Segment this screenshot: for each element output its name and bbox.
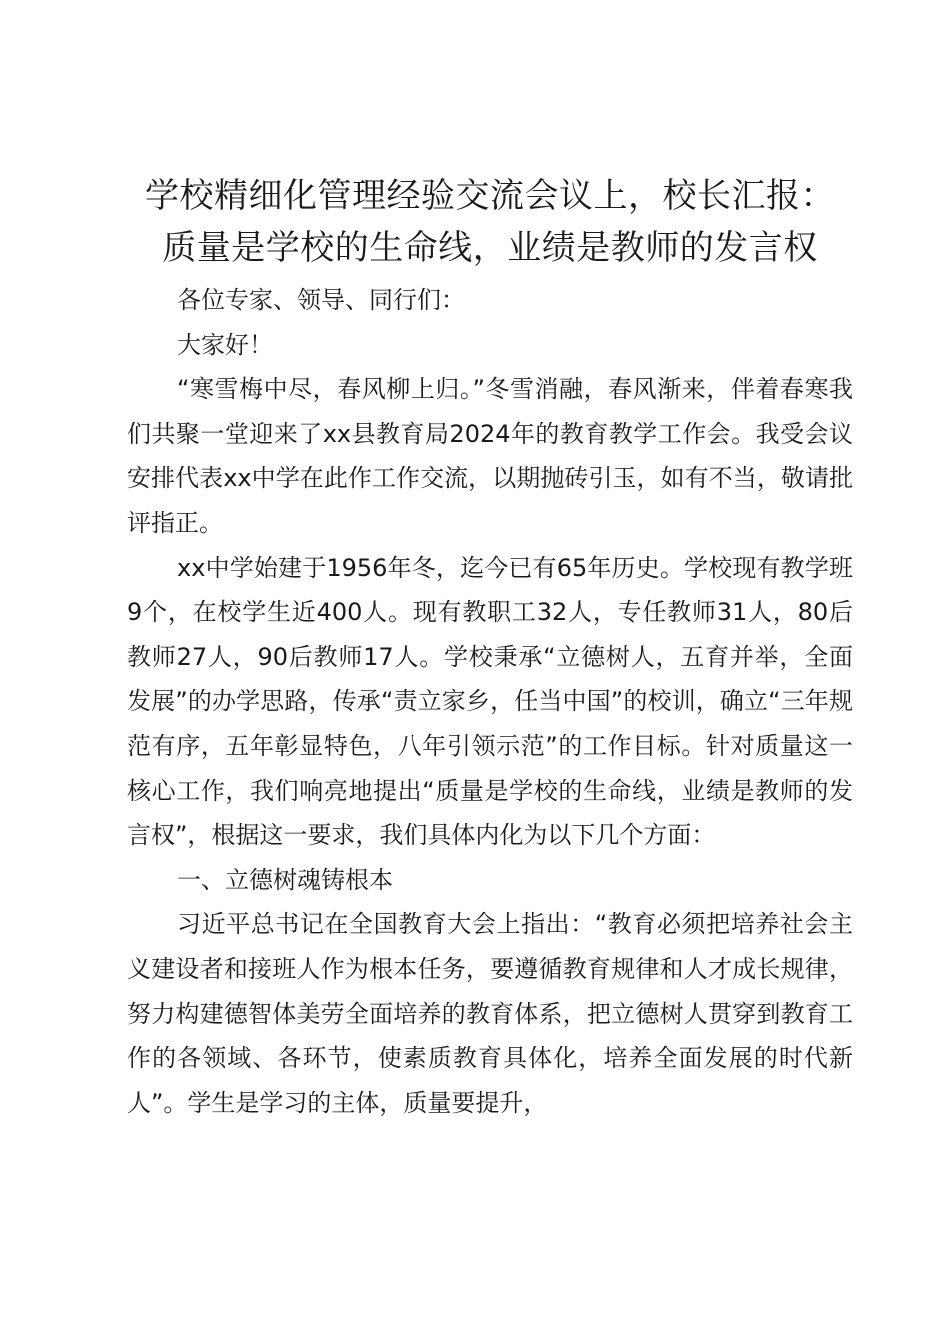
paragraph-opening: “寒雪梅中尽，春风柳上归。”冬雪消融，春风渐来，伴着春寒我们共聚一堂迎来了xx县教育局2024年的教育教学工作会。我受会议安排代表xx中学在此作工作交流，以期抛砖引玉，如有不当，敬请批评指正。 — [127, 375, 853, 537]
title-line-1: 学校精细化管理经验交流会议上，校长汇报： — [145, 176, 835, 216]
salutation: 各位专家、领导、同行们： — [177, 286, 465, 314]
paragraph-section-one: 习近平总书记在全国教育大会上指出：“教育必须把培养社会主义建设者和接班人作为根本任务，要遵循教育规律和人才成长规律，努力构建德智体美劳全面培养的教育体系，把立德树人贯穿到教育工作的各领域、各环节，使素质教育具体化，培养全面发展的时代新人”。学生是学习的主体，质量要提升， — [127, 910, 853, 1117]
title-line-2: 质量是学校的生命线，业绩是教师的发言权 — [162, 228, 818, 268]
document-title — [121, 170, 859, 274]
greeting: 大家好！ — [177, 330, 273, 359]
document-page — [127, 0, 853, 1344]
paragraph-school-intro: xx中学始建于1956年冬，迄今已有65年历史。学校现有教学班9个，在校学生近400人。现有教职工32人，专任教师31人，80后教师27人，90后教师17人。学校秉承“立德树人，五育并举，全面发展”的办学思路，传承“责立家乡，任当中国”的校训，确立“三年规范有序，五年彰显特色，八年引领示范”的工作目标。针对质量这一核心工作，我们响亮地提出“质量是学校的生命线，业绩是教师的发言权”，根据这一要求，我们具体内化为以下几个方面： — [127, 553, 853, 850]
document-body — [127, 278, 853, 1125]
section-heading: 一、立德树魂铸根本 — [177, 865, 393, 894]
